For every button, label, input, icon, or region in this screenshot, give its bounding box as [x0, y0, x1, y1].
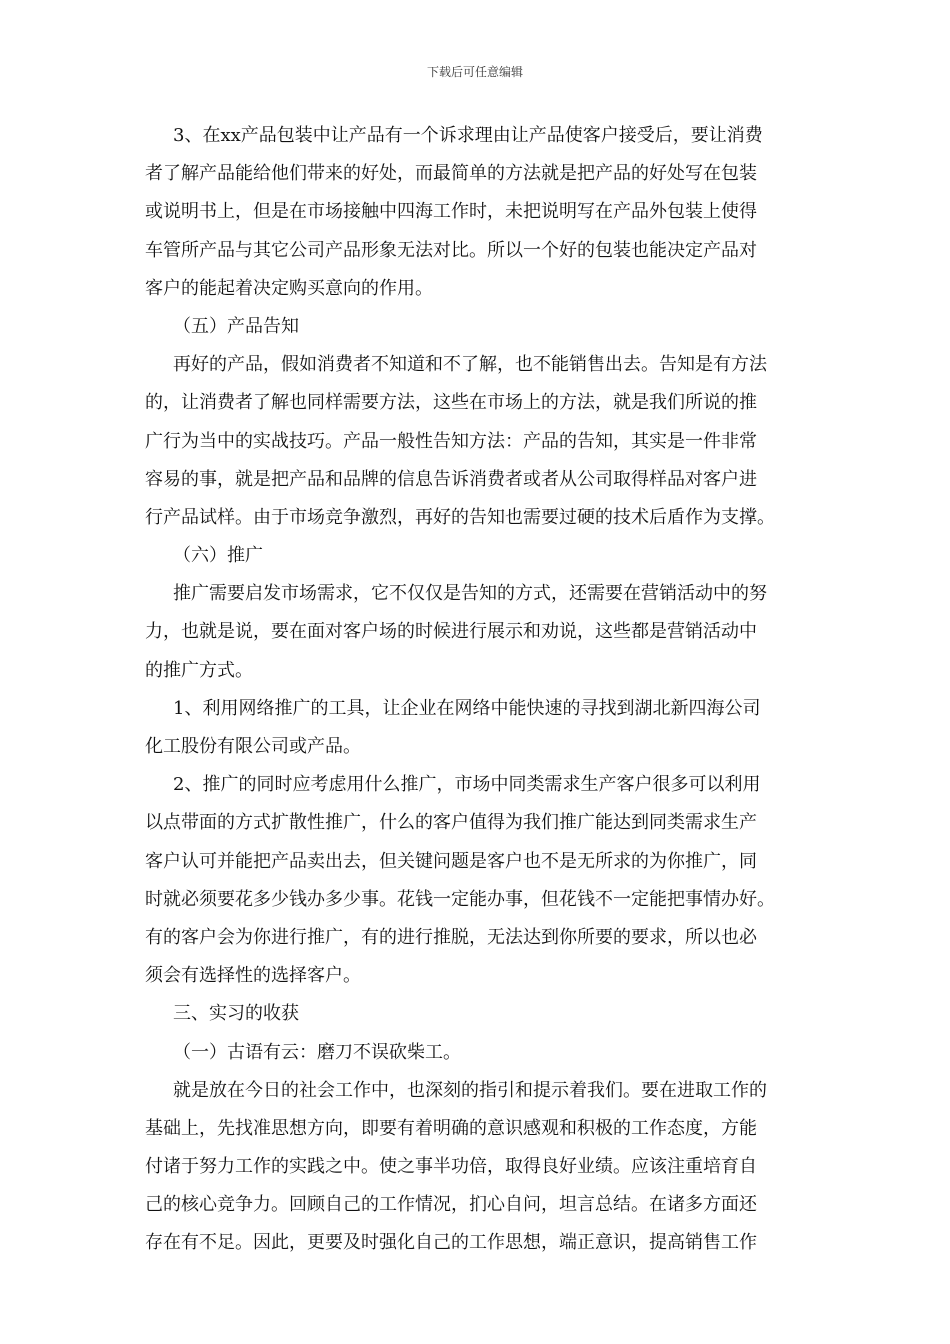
- text-line: 车管所产品与其它公司产品形象无法对比。所以一个好的包装也能决定产品对: [145, 239, 757, 261]
- text-line: 基础上，先找准思想方向，即要有着明确的意识感观和积极的工作态度，方能: [145, 1117, 757, 1139]
- text-line: 力，也就是说，要在面对客户场的时候进行展示和劝说，这些都是营销活动中: [145, 621, 757, 643]
- text-line: 者了解产品能给他们带来的好处，而最简单的方法就是把产品的好处写在包装: [145, 163, 757, 185]
- text-line: 就是放在今日的社会工作中，也深刻的指引和提示着我们。要在进取工作的: [173, 1079, 767, 1101]
- text-line: 付诸于努力工作的实践之中。使之事半功倍，取得良好业绩。应该注重培育自: [145, 1156, 757, 1178]
- text-line: 推广需要启发市场需求，它不仅仅是告知的方式，还需要在营销活动中的努: [173, 583, 767, 605]
- text-line: 客户认可并能把产品卖出去，但关键问题是客户也不是无所求的为你推广，同: [145, 850, 757, 872]
- text-line: （六）推广: [173, 545, 263, 567]
- text-line: 客户的能起着决定购买意向的作用。: [145, 277, 433, 299]
- text-line: 己的核心竞争力。回顾自己的工作情况，扪心自问，坦言总结。在诸多方面还: [145, 1194, 757, 1216]
- text-line: 1、利用网络推广的工具，让企业在网络中能快速的寻找到湖北新四海公司: [173, 697, 761, 719]
- page-header: 下载后可任意编辑: [426, 65, 523, 79]
- text-line: （五）产品告知: [173, 315, 299, 337]
- text-line: 存在有不足。因此，更要及时强化自己的工作思想，端正意识，提高销售工作: [145, 1232, 757, 1254]
- text-line: 的推广方式。: [145, 659, 253, 681]
- text-line: 3、在xx产品包装中让产品有一个诉求理由让产品使客户接受后，要让消费: [173, 125, 763, 146]
- text-line: 时就必须要花多少钱办多少事。花钱一定能办事，但花钱不一定能把事情办好。: [145, 888, 775, 910]
- text-line: 2、推广的同时应考虑用什么推广，市场中同类需求生产客户很多可以利用: [173, 774, 761, 796]
- text-line: 行产品试样。由于市场竞争激烈，再好的告知也需要过硬的技术后盾作为支撑。: [145, 506, 775, 528]
- text-line: 广行为当中的实战技巧。产品一般性告知方法：产品的告知，其实是一件非常: [145, 430, 757, 452]
- document-body: [145, 117, 813, 1263]
- text-line: 化工股份有限公司或产品。: [145, 736, 361, 757]
- text-line: 容易的事，就是把产品和品牌的信息告诉消费者或者从公司取得样品对客户进: [145, 468, 757, 490]
- text-line: 的，让消费者了解也同样需要方法，这些在市场上的方法，就是我们所说的推: [145, 392, 757, 414]
- text-line: 以点带面的方式扩散性推广，什么的客户值得为我们推广能达到同类需求生产: [145, 812, 757, 834]
- text-line: （一）古语有云：磨刀不误砍柴工。: [173, 1041, 461, 1063]
- text-line: 须会有选择性的选择客户。: [145, 965, 361, 987]
- text-line: 再好的产品，假如消费者不知道和不了解，也不能销售出去。告知是有方法: [173, 354, 767, 376]
- text-line: 有的客户会为你进行推广，有的进行推脱，无法达到你所要的要求，所以也必: [145, 926, 757, 948]
- text-line: 或说明书上，但是在市场接触中四海工作时，未把说明写在产品外包装上使得: [145, 201, 757, 223]
- text-line: 三、实习的收获: [173, 1003, 299, 1025]
